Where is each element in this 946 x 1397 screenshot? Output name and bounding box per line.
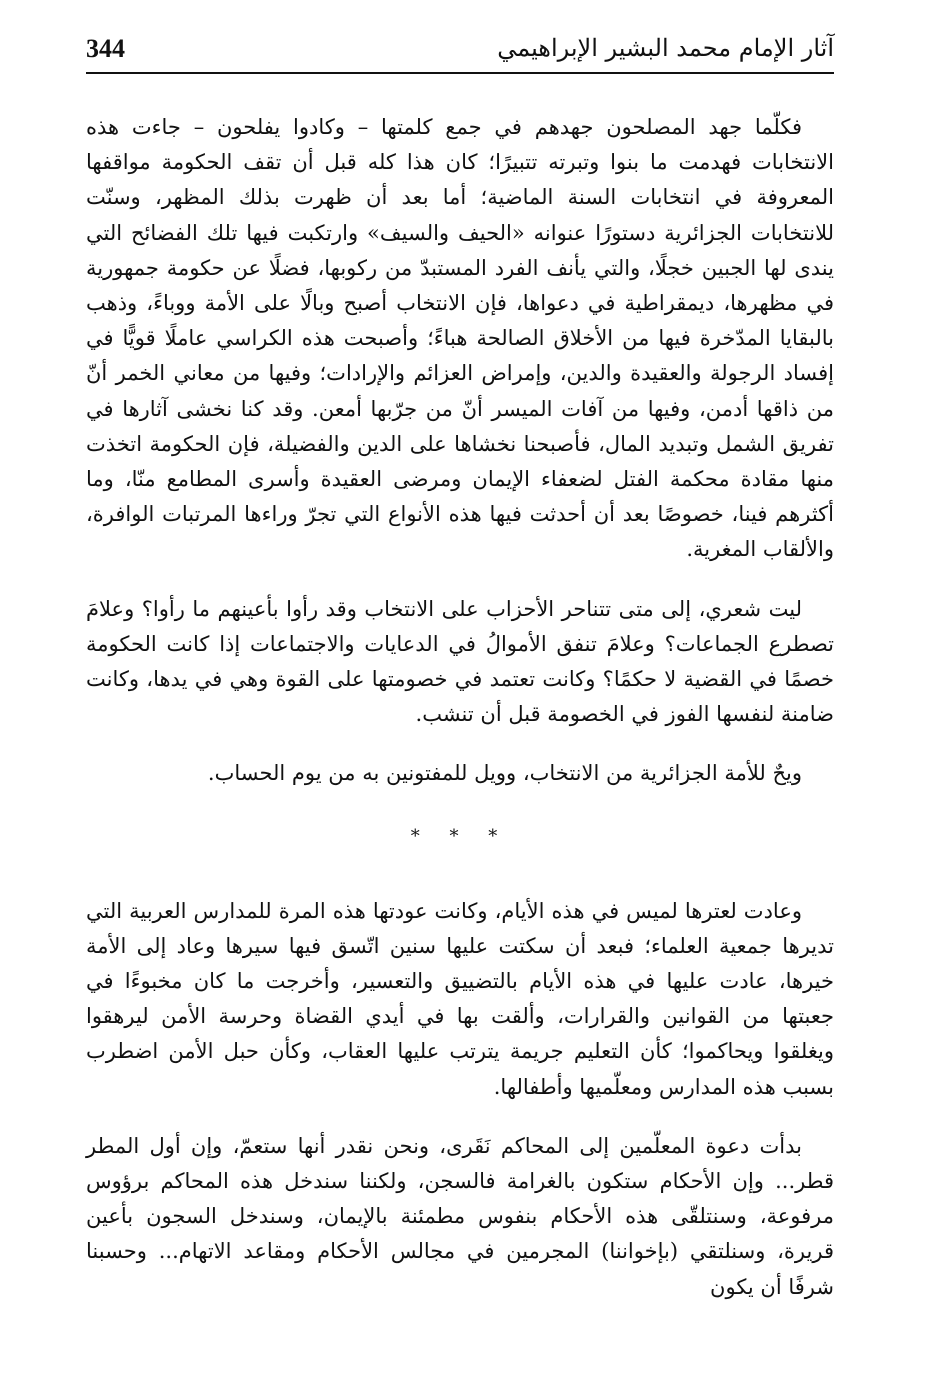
paragraph: وعادت لعترها لميس في هذه الأيام، وكانت عودتها هذه المرة للمدارس العربية التي تديرها جمعية العلماء؛ فبعد أن سكتت عليها سنين اتّسق فيها سيرها وعاد إلى الأمة خيرها، عادت عليها في هذه الأيام بالتضييق والتعسير، وأخرجت ما كان مخبوءًا في جعبتها من القوانين والقرارات، وألقت بها في أيدي القضاة وحرسة الأمن ليرهقوا ويغلقوا ويحاكموا؛ كأن التعليم جريمة يترتب عليها العقاب، وكأن حبل الأمن اضطرب بسبب هذه المدارس ومعلّميها وأطفالها.	[86, 898, 834, 1099]
paragraph: ليت شعري، إلى متى تتناحر الأحزاب على الانتخاب وقد رأوا بأعينهم ما رأوا؟ وعلامَ تصطرع الجماعات؟ وعلامَ تنفق الأموالُ في الدعايات والاجتماعات إذا كانت الحكومة خصمًا في القضية لا حكمًا؟ وكانت تعتمد في خصومتها على القوة وهي في يدها، وكانت ضامنة لنفسها الفوز في الخصومة قبل أن تنشب.	[86, 596, 834, 727]
page-number: 344	[86, 34, 125, 63]
section-separator: * * *	[410, 826, 510, 848]
running-title: آثار الإمام محمد البشير الإبراهيمي	[497, 34, 834, 62]
page-body	[86, 110, 834, 1305]
page-header	[86, 24, 834, 74]
paragraph: بدأت دعوة المعلّمين إلى المحاكم نَقَرى، ونحن نقدر أنها ستعمّ، وإن أول المطر قطر... وإن الأحكام ستكون بالغرامة فالسجن، ولكننا سندخل هذه المحاكم برؤوس مرفوعة، وسنتلقّى هذه الأحكام بنفوس مطمئنة بالإيمان، وسندخل السجون بأعين قريرة، وسنلتقي (بإخواننا) المجرمين في مجالس الأحكام ومقاعد الاتهام... وحسبنا شرفًا أن يكون	[86, 1133, 834, 1299]
paragraph: ويحٌ للأمة الجزائرية من الانتخاب، وويل للمفتونين به من يوم الحساب.	[207, 761, 802, 786]
paragraph: فكلّما جهد المصلحون جهدهم في جمع كلمتها – وكادوا يفلحون – جاءت هذه الانتخابات فهدمت ما بنوا وتبرته تتبيرًا؛ كان هذا كله قبل أن تقف الحكومة مواقفها المعروفة في انتخابات السنة الماضية؛ أما بعد أن ظهرت بذلك المظهر، وسنّت للانتخابات الجزائرية دستورًا عنوانه «الحيف والسيف» وارتكبت فيها تلك الفضائح التي يندى لها الجبين خجلًا، والتي يأنف الفرد المستبدّ من ركوبها، فضلًا عن حكومة جمهورية في مظهرها، ديمقراطية في دعواها، فإن الانتخاب أصبح وبالًا على الأمة ووباءً، وذهب بالبقايا المدّخرة فيها من الأخلاق الصالحة هباءً؛ وأصبحت هذه الكراسي عاملًا قويًّا في إفساد الرجولة والعقيدة والدين، وإمراض العزائم والإرادات؛ وفيها من معاني الخمر أنّ من ذاقها أدمن، وفيها من آفات الميسر أنّ من جرّبها أمعن. وقد كنا نخشى آثارها في تفريق الشمل وتبديد المال، فأصبحنا نخشاها على الدين والفضيلة، فإن الحكومة اتخذت منها مقادة محكمة الفتل لضعفاء الإيمان ومرضى العقيدة وأسرى المطامع منّا، وما أكثرهم فينا، خصوصًا بعد أن أحدثت فيها هذه الأنواع التي تجرّ وراءها المرتبات الوافرة، والألقاب المغرية.	[86, 115, 834, 562]
